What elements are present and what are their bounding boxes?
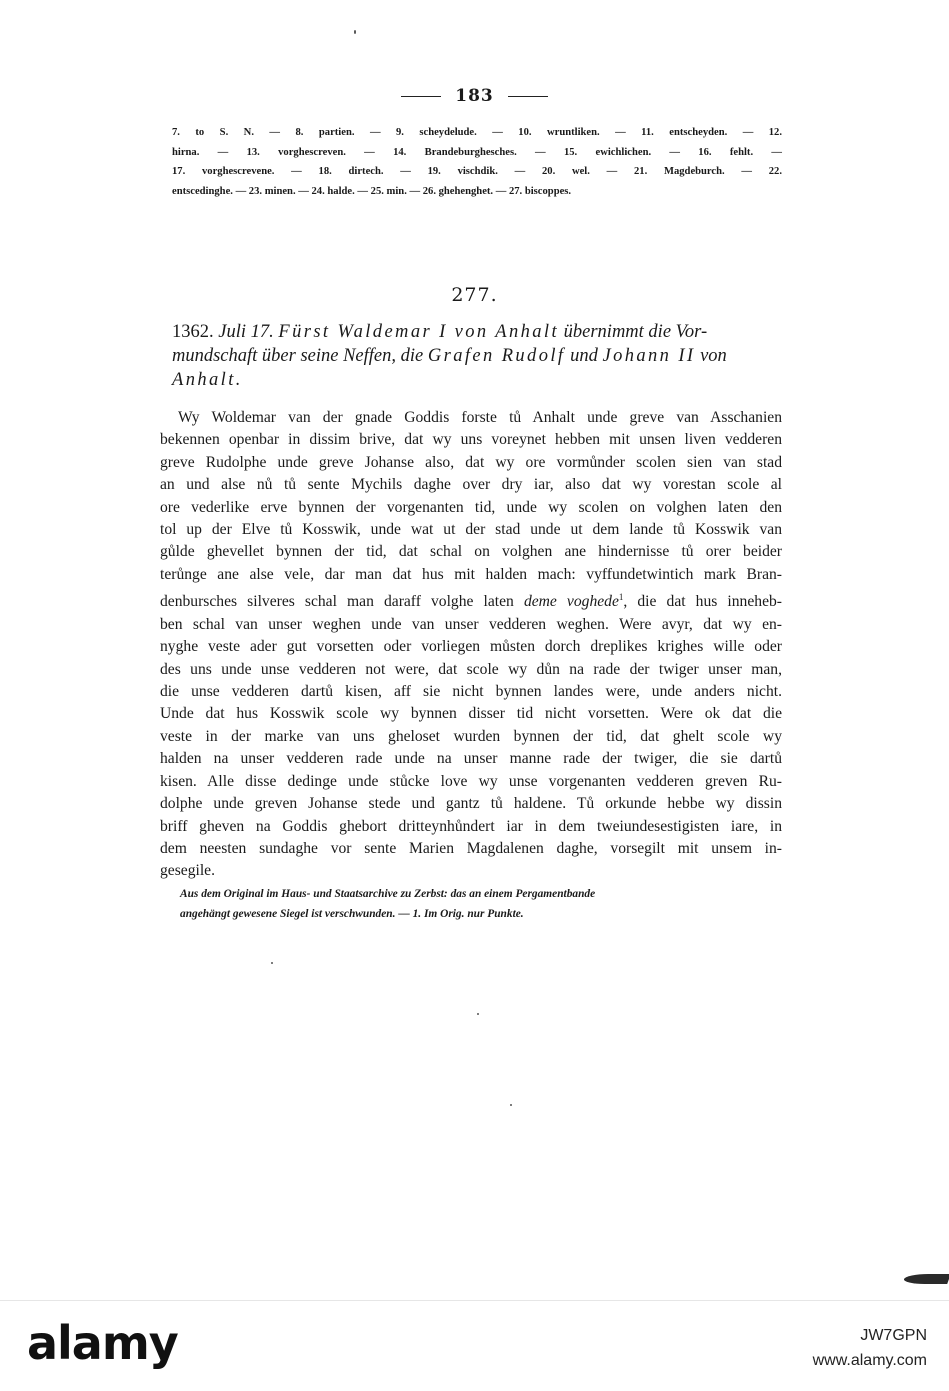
- footnotes: [172, 123, 782, 201]
- page-number-text: 183: [455, 86, 494, 106]
- heading-title-4: Johann II: [602, 346, 696, 366]
- body-line: dolphe unde greven Johanse stede und gantz tů haldene. Tů orkunde hebbe wy dissin: [160, 795, 782, 813]
- scan-edge-mark: [902, 1274, 949, 1284]
- body-line: tol up der Elve tů Kosswik, unde wat ut der stad unde ut dem lande tů Kosswik van: [160, 521, 782, 539]
- banner-url: www.alamy.com: [812, 1352, 927, 1369]
- body-line-part: , die dat hus inneheb-: [623, 593, 782, 611]
- heading-line2-a: mundschaft über seine Neffen, die: [172, 346, 428, 366]
- body-line: an und alse nů tů sente Mychils daghe over dry iar, also dat wy vorestan scole al: [160, 476, 782, 494]
- body-line: dem neesten sundaghe vor sente Marien Magdalenen daghe, vorsegilt mit unsem in-: [160, 839, 782, 857]
- scan-speck: [477, 1013, 479, 1015]
- page-number: [0, 86, 949, 106]
- scan-speck: [510, 1104, 512, 1106]
- body-line: ore vederlike erve bynnen der vorgenanten tid, unde wy scolen on volghen laten den: [160, 498, 782, 516]
- heading-line3: Anhalt.: [172, 370, 243, 390]
- footnote-line: hirna. — 13. vorghescreven. — 14. Brandeburghesches. — 15. ewichlichen. — 16. fehlt. —: [172, 146, 782, 158]
- image-id: JW7GPN: [860, 1327, 927, 1344]
- body-line: kisen. Alle disse dedinge unde stůcke love wy unse vorgenanten vedderen greven Ru-: [160, 772, 782, 790]
- heading-title-1: Fürst Waldemar I von Anhalt: [278, 322, 560, 342]
- heading-year: 1362.: [172, 322, 214, 342]
- footnote-line: entscedinghe. — 23. minen. — 24. halde. — 25. min. — 26. ghehenghet. — 27. biscoppes.: [172, 185, 572, 197]
- body-line: gůlde ghevellet bynnen der tid, dat schal on volghen ane hindernisse tů orer beider: [160, 543, 782, 561]
- body-line: halden na unser vedderen rade unde na unser manne rade der twiger, die sie dartů: [160, 750, 782, 768]
- footnote-marker: 1: [618, 592, 624, 603]
- scan-speck: [271, 962, 273, 964]
- body-line-part: denbursches silveres schal man daraff volghe laten: [160, 593, 524, 611]
- source-line: Aus dem Original im Haus- und Staatsarchive zu Zerbst: das an einem Pergamentbande: [180, 888, 596, 900]
- source-line: angehängt gewesene Siegel ist verschwunden. — 1. Im Orig. nur Punkte.: [180, 907, 524, 920]
- body-line: terůnge ane alse vele, dar man dat hus mit halden mach: vyffundetwintich mark Bran-: [160, 565, 782, 583]
- footnote-line: 7. to S. N. — 8. partien. — 9. scheydelude. — 10. wruntliken. — 11. entscheyden. — 12.: [172, 127, 782, 138]
- alamy-logo: alamy: [27, 1316, 178, 1370]
- scan-speck: [354, 30, 356, 34]
- page-number-dash-left: [401, 96, 441, 97]
- source-note: [180, 885, 785, 924]
- body-line: gesegile.: [160, 862, 215, 880]
- body-line: nyghe veste ader gut vorsetten oder vorliegen můsten dorch dreplikes krighes wille oder: [160, 638, 782, 656]
- footnote-line: 17. vorghescrevene. — 18. dirtech. — 19. vischdik. — 20. wel. — 21. Magdeburch. — 22.: [172, 166, 782, 178]
- heading-title-3: Grafen Rudolf: [427, 346, 566, 366]
- body-line: des uns unde unse vedderen not were, dat scole wy důn na rade der twiger unser man,: [160, 660, 782, 678]
- document-heading: [172, 320, 782, 392]
- document-body: [160, 407, 782, 883]
- body-line: die unse vedderen dartů kisen, aff sie nicht bynnen landes were, unde anders nicht.: [160, 683, 782, 701]
- body-line: greve Rudolphe unde greve Johanse also, dat wy ore vormůnder scolen sien van stad: [160, 453, 782, 471]
- body-line: Wy Woldemar van der gnade Goddis forste tů Anhalt unde greve van Asschanien: [178, 409, 782, 426]
- body-line: briff gheven na Goddis ghebort dritteynhůndert iar in dem tweiundesestigisten iare, in: [160, 817, 782, 835]
- page-number-dash-right: [508, 96, 548, 97]
- heading-line2-b: und: [565, 346, 603, 366]
- body-line-with-note: [160, 586, 782, 614]
- body-line: Unde dat hus Kosswik scole wy bynnen disser tid nicht vorsetten. Were ok dat die: [160, 705, 782, 723]
- body-italic-phrase: deme voghede: [523, 593, 619, 611]
- body-line: bekennen openbar in dissim brive, dat wy uns voreynet hebben mit unsen liven vedderen: [160, 431, 782, 449]
- heading-date: Juli 17.: [218, 322, 274, 342]
- body-line: ben schal van unser weghen unde van unser vedderen weghen. Were avyr, dat wy en-: [160, 615, 782, 633]
- document-number: 277.: [451, 284, 498, 306]
- body-line: veste in der marke van uns gheloset wurden bynnen der tid, dat ghelt scole wy: [160, 727, 782, 745]
- heading-title-2: übernimmt die Vor-: [559, 322, 708, 342]
- heading-line2-c: von: [695, 346, 727, 366]
